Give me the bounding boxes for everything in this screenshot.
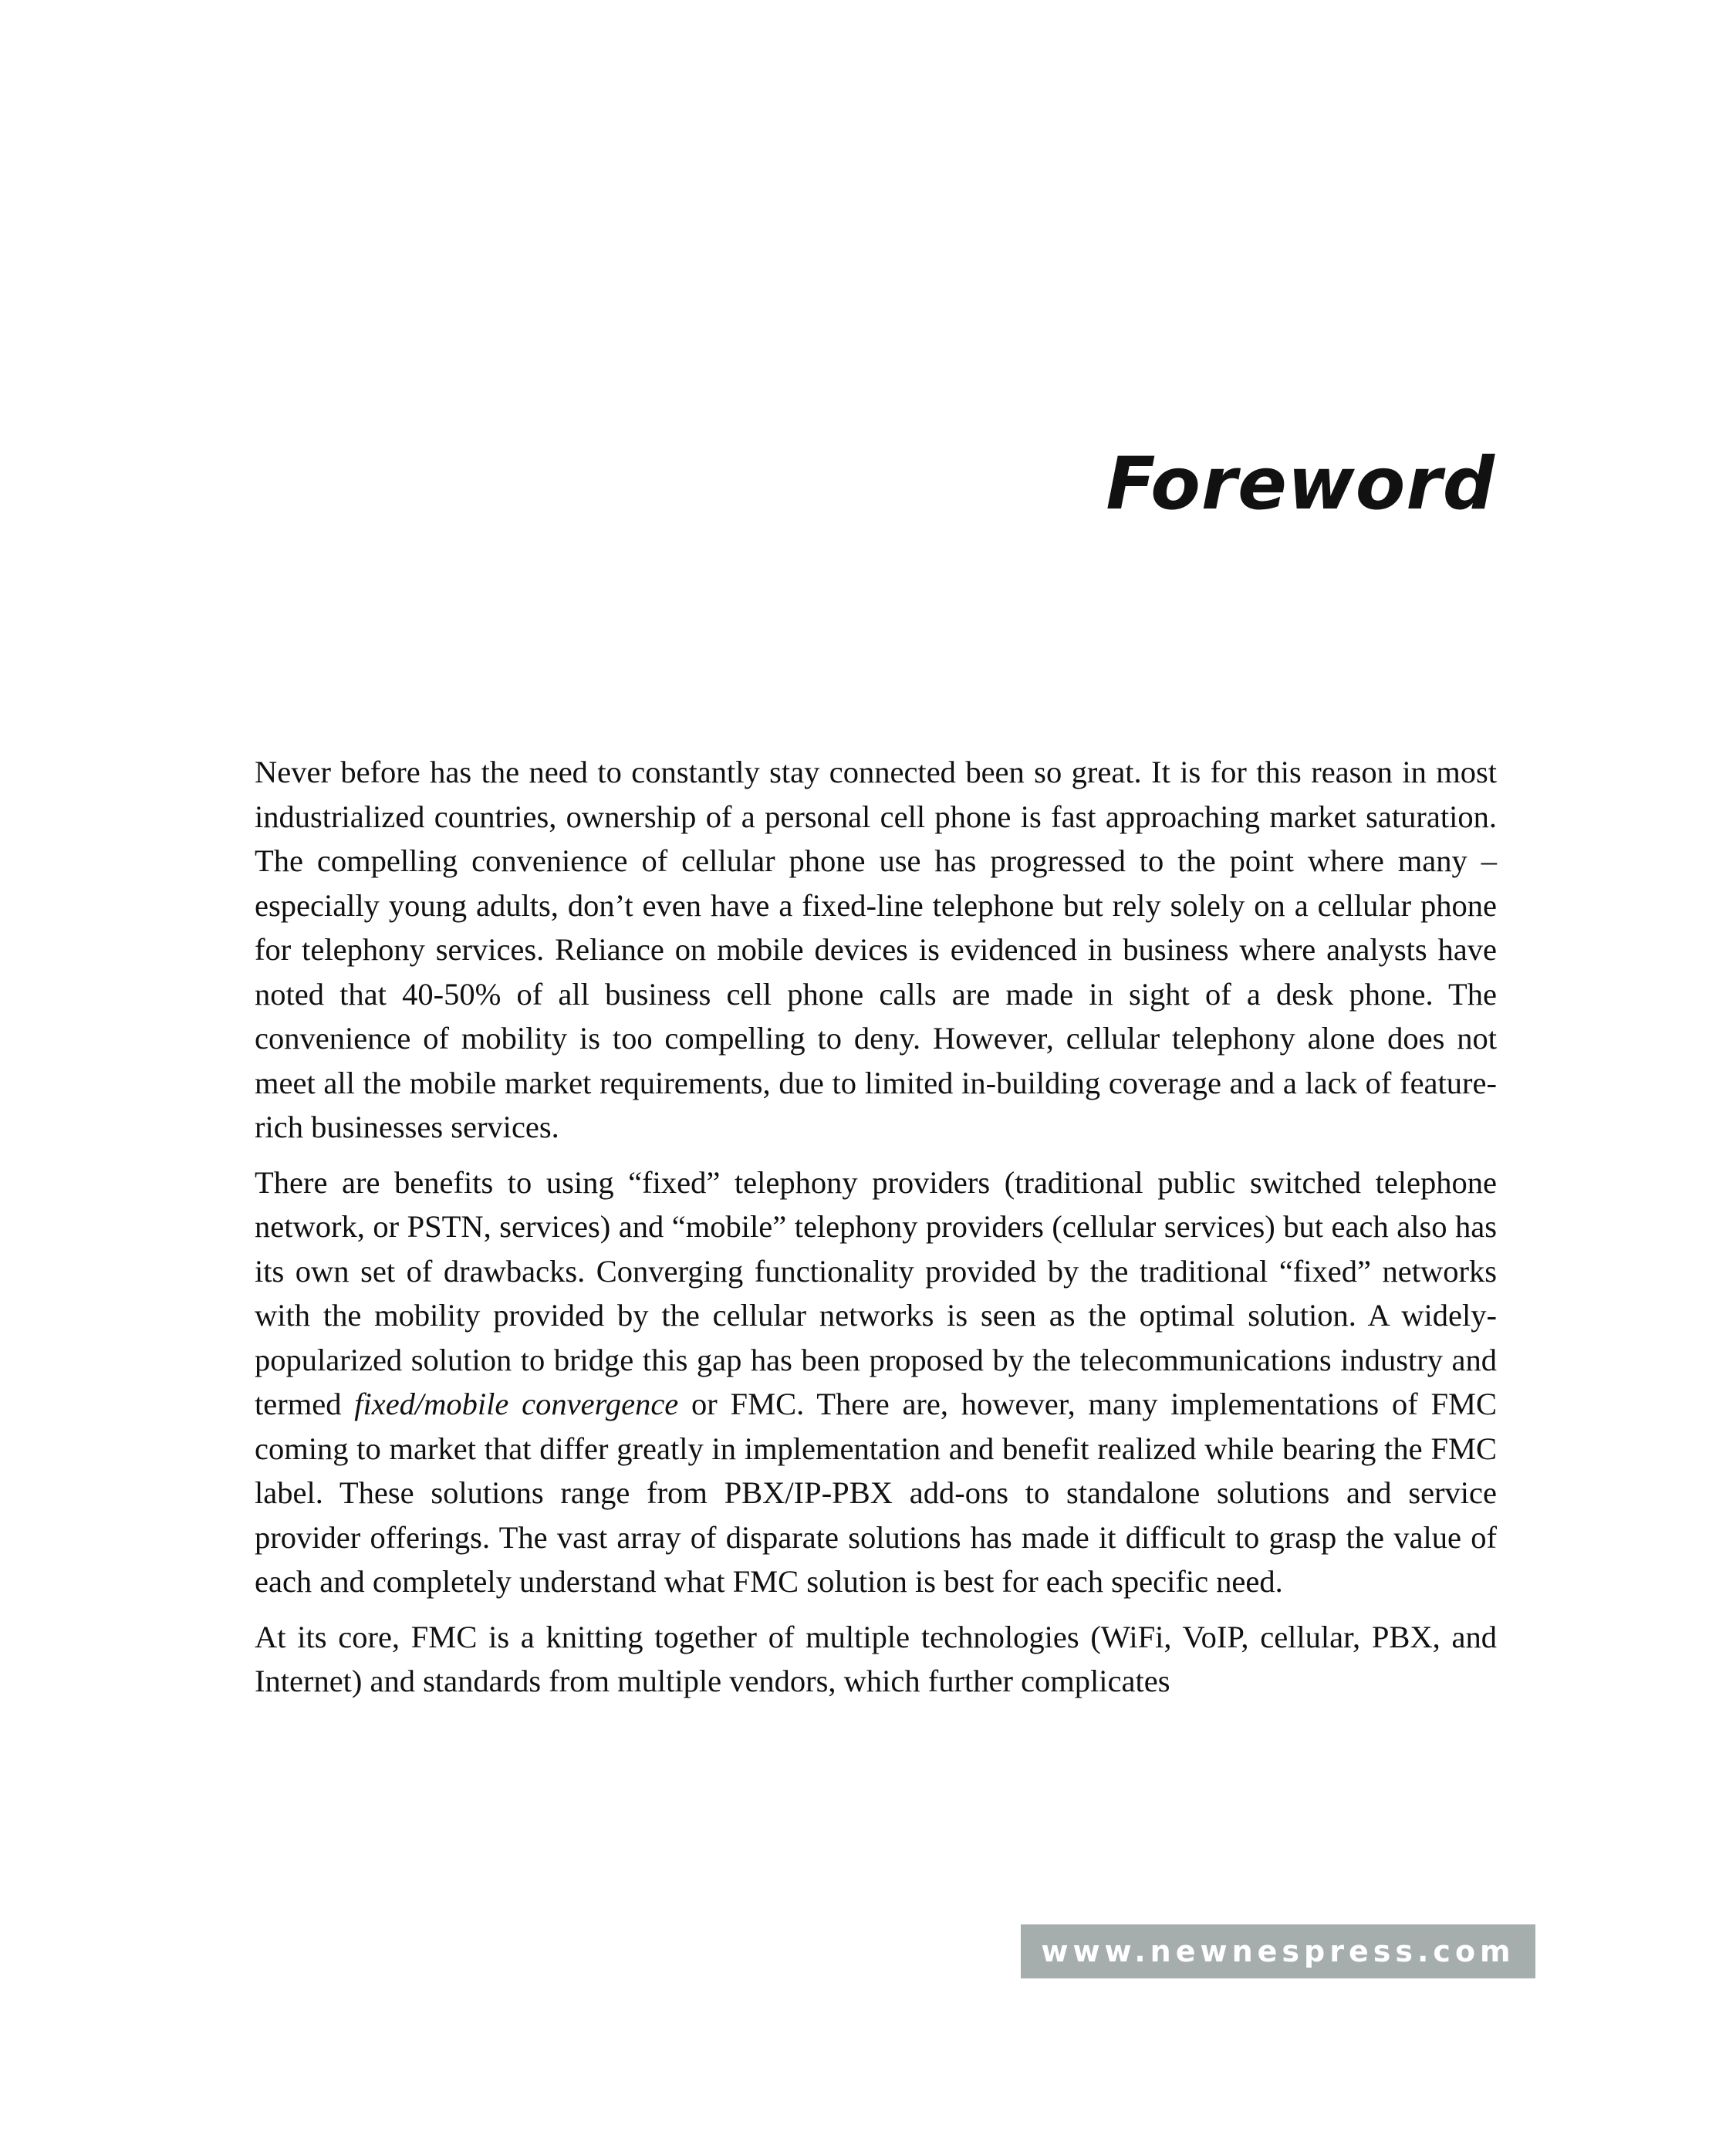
fmc-term: fixed/mobile convergence	[354, 1387, 679, 1421]
body-text	[255, 750, 1497, 1715]
paragraph-1: Never before has the need to constantly stay connected been so great. It is for this reason in most industrialized countries, ownership of a personal cell phone is fast approaching market saturation. The compelling convenience of cellular phone use has progressed to the point where many – especially young adults, don’t even have a fixed-line telephone but rely solely on a cellular phone for telephony services. Reliance on mobile devices is evidenced in business where analysts have noted that 40-50% of all business cell phone calls are made in sight of a desk phone. The convenience of mobility is too compelling to deny. However, cellular telephony alone does not meet all the mobile market requirements, due to limited in-building coverage and a lack of feature-rich businesses services.	[255, 755, 1497, 1144]
paragraph-2-text-end: or FMC. There are, however, many implementations of FMC coming to market that differ greatly in implementation and benefit realized while bearing the FMC label. These solutions range from PBX/IP-PBX add-ons to standalone solutions and service provider offerings. The vast array of disparate solutions has made it difficult to grasp the value of each and completely understand what FMC solution is best for each specific need.	[255, 1387, 1498, 1599]
paragraph-3: At its core, FMC is a knitting together of multiple technologies (WiFi, VoIP, cellular, PBX, and Internet) and standards from multiple vendors, which further complicates	[255, 1619, 1497, 1698]
chapter-title: Foreword	[1106, 441, 1495, 526]
footer-band	[1021, 1924, 1535, 1978]
publisher-url: www.newnespress.com	[1041, 1934, 1515, 1968]
paragraph-2-text-start: There are benefits to using “fixed” telephony providers (traditional public switched telephone network, or PSTN, services) and “mobile” telephony providers (cellular services) but each also has its own set of drawbacks. Converging functionality provided by the traditional “fixed” networks with the mobility provided by the cellular networks is seen as the optimal solution. A widely-popularized solution to bridge this gap has been proposed by the telecommunications industry and termed	[255, 1164, 1497, 1421]
paragraph-2	[255, 1161, 1497, 1604]
